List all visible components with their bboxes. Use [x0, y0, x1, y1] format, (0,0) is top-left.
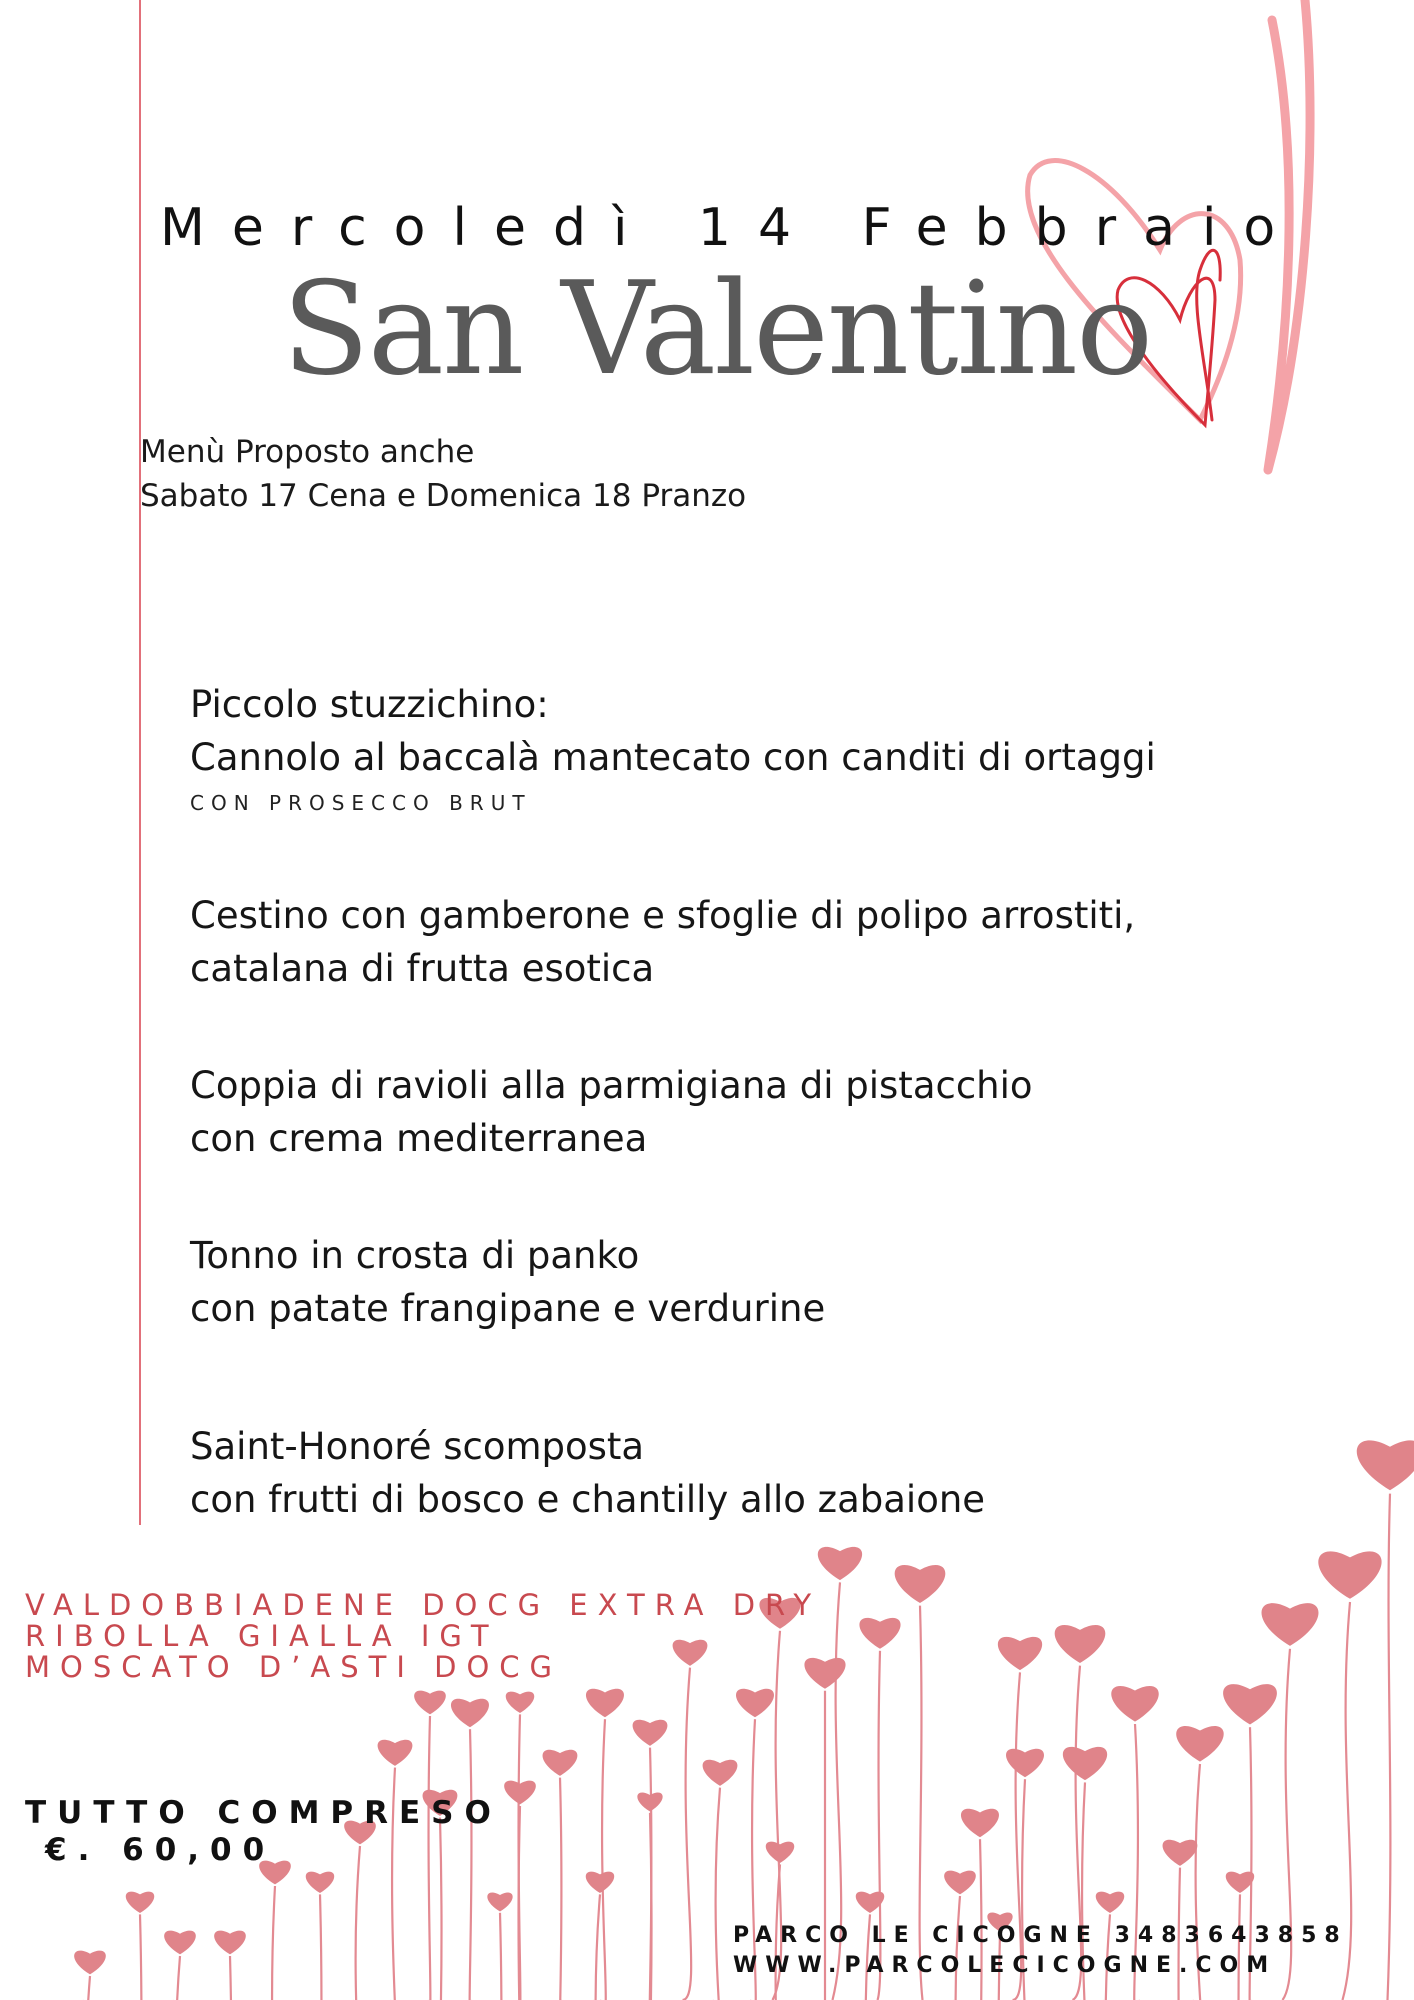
heart-balloon	[1226, 1872, 1254, 1893]
menu-course-dessert	[190, 1420, 985, 1526]
wine-item: MOSCATO D’ASTI DOCG	[25, 1650, 563, 1684]
course-line: Coppia di ravioli alla parmigiana di pistacchio	[190, 1064, 1033, 1107]
heart-balloon	[126, 1892, 154, 1913]
course-line: con crema mediterranea	[190, 1117, 648, 1160]
heart-balloon	[504, 1781, 536, 1805]
heart-balloon	[378, 1740, 413, 1766]
heart-balloon	[543, 1750, 578, 1776]
menu-course-starter	[190, 889, 1135, 995]
menu-course-appetizer	[190, 678, 1156, 818]
heart-balloon	[164, 1931, 196, 1955]
heart-stem	[500, 1913, 503, 2000]
heart-balloon	[1006, 1749, 1044, 1777]
event-date: Mercoledì 14 Febbraio	[160, 198, 1303, 258]
price-amount: €. 60,00	[45, 1832, 276, 1868]
heart-balloon	[487, 1893, 512, 1912]
heart-stem	[600, 1719, 606, 2000]
heart-balloon	[1176, 1726, 1223, 1762]
heart-balloon	[637, 1793, 662, 1812]
heart-stem	[173, 1956, 182, 2000]
heart-balloon	[961, 1809, 999, 1837]
heart-stem	[353, 1846, 362, 2000]
heart-balloon	[895, 1565, 946, 1603]
heart-balloon	[1223, 1684, 1277, 1724]
heart-balloon	[633, 1720, 668, 1746]
heart-balloon	[1318, 1551, 1381, 1598]
course-line: catalana di frutta esotica	[190, 947, 655, 990]
course-line: Tonno in crosta di panko	[190, 1234, 640, 1277]
heart-stem	[83, 1976, 92, 2000]
course-line: con patate frangipane e verdurine	[190, 1287, 826, 1330]
heart-balloon	[998, 1637, 1042, 1670]
heart-balloon	[1111, 1686, 1158, 1722]
availability-note	[140, 430, 746, 518]
heart-stem	[270, 1886, 276, 2000]
website-line: WWW.PARCOLECICOGNE.COM	[733, 1953, 1277, 1978]
heart-stem	[320, 1894, 323, 2000]
course-pairing: CON PROSECCO BRUT	[190, 791, 532, 815]
page-title: San Valentino	[282, 255, 1152, 404]
heart-stem	[593, 1894, 602, 2000]
course-line: Cestino con gamberone e sfoglie di polipo arrostiti,	[190, 894, 1136, 937]
contact-line: PARCO LE CICOGNE 3483643858	[733, 1923, 1348, 1948]
course-line: Cannolo al baccalà mantecato con canditi di ortaggi	[190, 736, 1156, 779]
heart-balloon	[944, 1871, 976, 1895]
menu-course-main	[190, 1229, 825, 1335]
wine-list	[25, 1590, 821, 1683]
heart-balloon	[506, 1692, 534, 1713]
footer-contact	[733, 1921, 1348, 1981]
availability-note-line: Sabato 17 Cena e Domenica 18 Pranzo	[140, 478, 747, 514]
heart-balloon	[451, 1699, 489, 1727]
heart-balloon	[74, 1951, 106, 1975]
heart-stem	[560, 1778, 563, 2000]
heart-stem	[140, 1914, 143, 2000]
heart-balloon	[1096, 1892, 1124, 1913]
heart-balloon	[214, 1931, 246, 1955]
heart-balloon	[766, 1842, 794, 1863]
heart-balloon	[1262, 1603, 1319, 1646]
heart-balloon	[859, 1618, 900, 1649]
heart-balloon	[1357, 1440, 1414, 1490]
heart-stem	[1388, 1494, 1391, 2000]
heart-balloon	[818, 1547, 862, 1580]
left-divider-line	[139, 0, 141, 1525]
price-label: TUTTO COMPRESO	[25, 1795, 502, 1831]
heart-stem	[713, 1788, 722, 2000]
heart-balloon	[1063, 1747, 1107, 1780]
course-line: con frutti di bosco e chantilly allo zabaione	[190, 1478, 986, 1521]
heart-stem	[683, 1668, 692, 2000]
course-line: Piccolo stuzzichino:	[190, 683, 549, 726]
heart-balloon	[306, 1872, 334, 1893]
heart-balloon	[1163, 1840, 1198, 1866]
heart-balloon	[586, 1872, 614, 1893]
wine-item: RIBOLLA GIALLA IGT	[25, 1619, 499, 1653]
heart-balloon	[703, 1760, 738, 1786]
wine-item: VALDOBBIADENE DOCG EXTRA DRY	[25, 1588, 822, 1622]
heart-stem	[230, 1956, 233, 2000]
menu-course-first	[190, 1059, 1033, 1165]
course-line: Saint-Honoré scomposta	[190, 1425, 645, 1468]
heart-balloon	[586, 1689, 624, 1717]
availability-note-line: Menù Proposto anche	[140, 434, 475, 470]
heart-balloon	[1055, 1625, 1106, 1663]
heart-balloon	[736, 1689, 774, 1717]
price-block	[25, 1795, 502, 1869]
heart-balloon	[414, 1691, 446, 1715]
